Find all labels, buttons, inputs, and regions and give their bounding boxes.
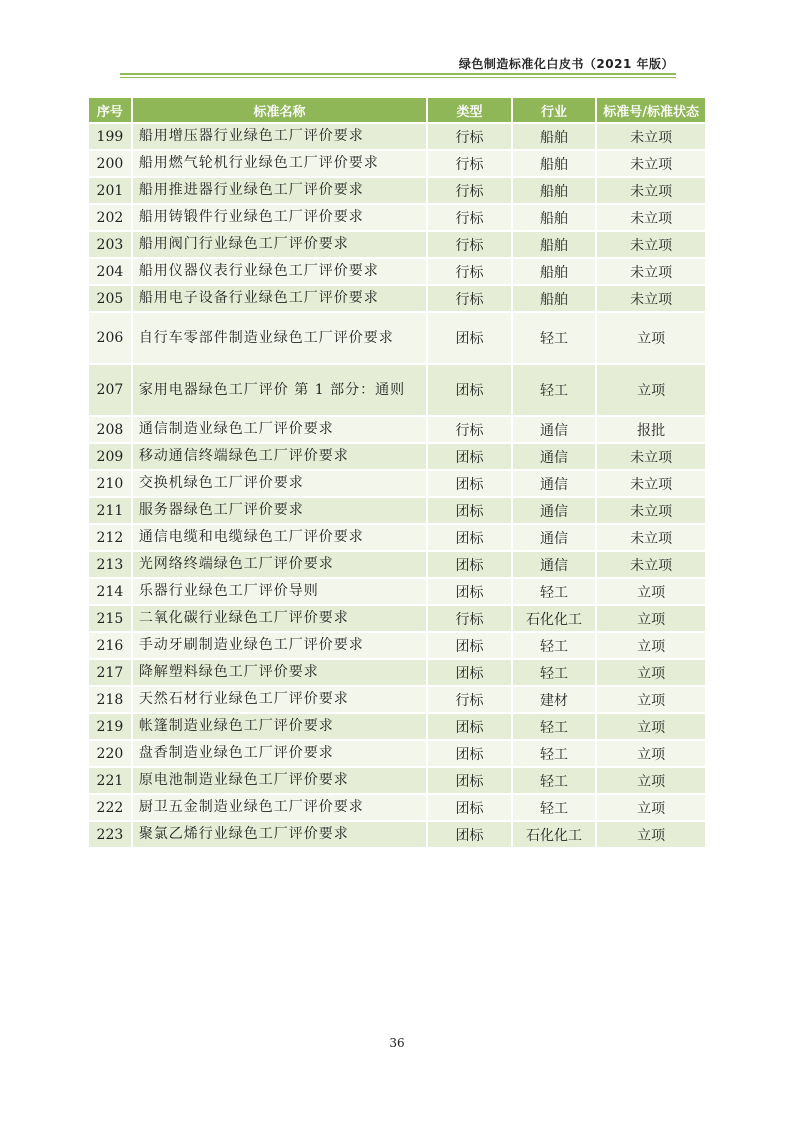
cell-status: 未立项 [597, 259, 705, 284]
table-header-row [89, 98, 705, 122]
table-row [89, 498, 705, 523]
cell-status: 立项 [597, 822, 705, 847]
cell-industry: 船舶 [513, 286, 595, 311]
cell-standard-name: 盘香制造业绿色工厂评价要求 [133, 741, 426, 766]
cell-industry: 轻工 [513, 633, 595, 658]
cell-type: 行标 [428, 417, 510, 442]
cell-number: 221 [89, 768, 131, 793]
cell-type: 行标 [428, 259, 510, 284]
cell-industry: 通信 [513, 471, 595, 496]
table-row [89, 606, 705, 631]
table-row [89, 259, 705, 284]
table-row [89, 741, 705, 766]
cell-standard-name: 服务器绿色工厂评价要求 [133, 498, 426, 523]
cell-industry: 轻工 [513, 741, 595, 766]
cell-number: 201 [89, 178, 131, 203]
cell-number: 209 [89, 444, 131, 469]
cell-standard-name: 移动通信终端绿色工厂评价要求 [133, 444, 426, 469]
table-row [89, 822, 705, 847]
cell-standard-name: 船用阀门行业绿色工厂评价要求 [133, 232, 426, 257]
cell-standard-name: 船用燃气轮机行业绿色工厂评价要求 [133, 151, 426, 176]
cell-number: 210 [89, 471, 131, 496]
cell-status: 未立项 [597, 124, 705, 149]
cell-number: 202 [89, 205, 131, 230]
table-row [89, 286, 705, 311]
cell-status: 立项 [597, 687, 705, 712]
cell-industry: 石化化工 [513, 822, 595, 847]
table-row [89, 795, 705, 820]
table-row [89, 471, 705, 496]
header-cell-number: 序号 [89, 98, 131, 122]
cell-number: 204 [89, 259, 131, 284]
header-cell-status: 标准号/标准状态 [597, 98, 705, 122]
cell-number: 215 [89, 606, 131, 631]
cell-industry: 船舶 [513, 178, 595, 203]
cell-standard-name: 交换机绿色工厂评价要求 [133, 471, 426, 496]
cell-type: 行标 [428, 151, 510, 176]
cell-standard-name: 船用电子设备行业绿色工厂评价要求 [133, 286, 426, 311]
cell-industry: 通信 [513, 417, 595, 442]
table-row [89, 205, 705, 230]
cell-number: 216 [89, 633, 131, 658]
cell-status: 立项 [597, 741, 705, 766]
cell-type: 团标 [428, 498, 510, 523]
cell-number: 213 [89, 552, 131, 577]
cell-type: 行标 [428, 124, 510, 149]
cell-standard-name: 聚氯乙烯行业绿色工厂评价要求 [133, 822, 426, 847]
cell-type: 团标 [428, 313, 510, 363]
cell-type: 行标 [428, 178, 510, 203]
cell-industry: 通信 [513, 525, 595, 550]
cell-type: 行标 [428, 205, 510, 230]
cell-industry: 船舶 [513, 124, 595, 149]
cell-standard-name: 船用增压器行业绿色工厂评价要求 [133, 124, 426, 149]
cell-standard-name: 通信制造业绿色工厂评价要求 [133, 417, 426, 442]
cell-number: 207 [89, 365, 131, 415]
cell-standard-name: 通信电缆和电缆绿色工厂评价要求 [133, 525, 426, 550]
cell-type: 团标 [428, 365, 510, 415]
cell-number: 218 [89, 687, 131, 712]
cell-status: 立项 [597, 365, 705, 415]
table-row [89, 313, 705, 363]
header-rule-thick [120, 73, 676, 75]
cell-industry: 通信 [513, 444, 595, 469]
cell-type: 行标 [428, 687, 510, 712]
cell-status: 立项 [597, 660, 705, 685]
header-cell-type: 类型 [428, 98, 510, 122]
cell-status: 立项 [597, 633, 705, 658]
cell-status: 立项 [597, 768, 705, 793]
cell-status: 未立项 [597, 525, 705, 550]
cell-number: 217 [89, 660, 131, 685]
cell-industry: 轻工 [513, 579, 595, 604]
cell-status: 未立项 [597, 205, 705, 230]
header-rule-thin [120, 77, 676, 78]
cell-type: 团标 [428, 714, 510, 739]
table-row [89, 633, 705, 658]
cell-number: 200 [89, 151, 131, 176]
cell-standard-name: 船用铸锻件行业绿色工厂评价要求 [133, 205, 426, 230]
cell-industry: 轻工 [513, 365, 595, 415]
cell-status: 未立项 [597, 232, 705, 257]
cell-type: 团标 [428, 579, 510, 604]
cell-industry: 通信 [513, 552, 595, 577]
cell-industry: 轻工 [513, 660, 595, 685]
cell-standard-name: 降解塑料绿色工厂评价要求 [133, 660, 426, 685]
cell-number: 205 [89, 286, 131, 311]
cell-industry: 船舶 [513, 259, 595, 284]
cell-standard-name: 船用推进器行业绿色工厂评价要求 [133, 178, 426, 203]
cell-type: 团标 [428, 768, 510, 793]
cell-number: 206 [89, 313, 131, 363]
cell-status: 未立项 [597, 552, 705, 577]
table-row [89, 660, 705, 685]
cell-standard-name: 家用电器绿色工厂评价 第 1 部分：通则 [133, 365, 426, 415]
cell-industry: 船舶 [513, 205, 595, 230]
table-row [89, 579, 705, 604]
table-body [89, 124, 705, 847]
table-row [89, 124, 705, 149]
cell-industry: 轻工 [513, 313, 595, 363]
cell-status: 立项 [597, 579, 705, 604]
cell-type: 行标 [428, 606, 510, 631]
cell-type: 团标 [428, 822, 510, 847]
cell-number: 208 [89, 417, 131, 442]
cell-standard-name: 厨卫五金制造业绿色工厂评价要求 [133, 795, 426, 820]
cell-standard-name: 帐篷制造业绿色工厂评价要求 [133, 714, 426, 739]
cell-type: 团标 [428, 471, 510, 496]
document-header-title: 绿色制造标准化白皮书（2021 年版） [458, 57, 674, 71]
table-row [89, 768, 705, 793]
cell-status: 未立项 [597, 151, 705, 176]
cell-type: 团标 [428, 552, 510, 577]
table-row [89, 417, 705, 442]
cell-status: 未立项 [597, 178, 705, 203]
cell-status: 未立项 [597, 471, 705, 496]
cell-type: 团标 [428, 741, 510, 766]
cell-type: 团标 [428, 795, 510, 820]
cell-standard-name: 乐器行业绿色工厂评价导则 [133, 579, 426, 604]
cell-standard-name: 光网络终端绿色工厂评价要求 [133, 552, 426, 577]
cell-standard-name: 自行车零部件制造业绿色工厂评价要求 [133, 313, 426, 363]
header-cell-name: 标准名称 [133, 98, 426, 122]
table-row [89, 444, 705, 469]
cell-status: 立项 [597, 714, 705, 739]
cell-standard-name: 手动牙刷制造业绿色工厂评价要求 [133, 633, 426, 658]
cell-number: 219 [89, 714, 131, 739]
cell-industry: 轻工 [513, 795, 595, 820]
header-cell-industry: 行业 [513, 98, 595, 122]
cell-industry: 石化化工 [513, 606, 595, 631]
cell-industry: 船舶 [513, 151, 595, 176]
table-row [89, 365, 705, 415]
cell-type: 团标 [428, 660, 510, 685]
cell-number: 211 [89, 498, 131, 523]
cell-industry: 轻工 [513, 714, 595, 739]
cell-number: 199 [89, 124, 131, 149]
cell-type: 团标 [428, 633, 510, 658]
cell-status: 立项 [597, 795, 705, 820]
cell-number: 214 [89, 579, 131, 604]
standards-table [87, 96, 707, 849]
table-row [89, 552, 705, 577]
cell-number: 212 [89, 525, 131, 550]
cell-number: 220 [89, 741, 131, 766]
cell-number: 223 [89, 822, 131, 847]
table-row [89, 714, 705, 739]
cell-industry: 船舶 [513, 232, 595, 257]
cell-industry: 建材 [513, 687, 595, 712]
cell-type: 行标 [428, 232, 510, 257]
cell-type: 团标 [428, 525, 510, 550]
cell-industry: 轻工 [513, 768, 595, 793]
cell-number: 222 [89, 795, 131, 820]
cell-status: 立项 [597, 313, 705, 363]
cell-standard-name: 船用仪器仪表行业绿色工厂评价要求 [133, 259, 426, 284]
table-row [89, 178, 705, 203]
cell-type: 团标 [428, 444, 510, 469]
cell-type: 行标 [428, 286, 510, 311]
cell-standard-name: 原电池制造业绿色工厂评价要求 [133, 768, 426, 793]
cell-status: 未立项 [597, 286, 705, 311]
cell-status: 未立项 [597, 444, 705, 469]
page-number: 36 [389, 1036, 405, 1050]
table-row [89, 525, 705, 550]
cell-status: 报批 [597, 417, 705, 442]
cell-number: 203 [89, 232, 131, 257]
table-row [89, 687, 705, 712]
cell-status: 未立项 [597, 498, 705, 523]
table-row [89, 151, 705, 176]
cell-standard-name: 天然石材行业绿色工厂评价要求 [133, 687, 426, 712]
cell-industry: 通信 [513, 498, 595, 523]
cell-status: 立项 [597, 606, 705, 631]
cell-standard-name: 二氧化碳行业绿色工厂评价要求 [133, 606, 426, 631]
table-row [89, 232, 705, 257]
